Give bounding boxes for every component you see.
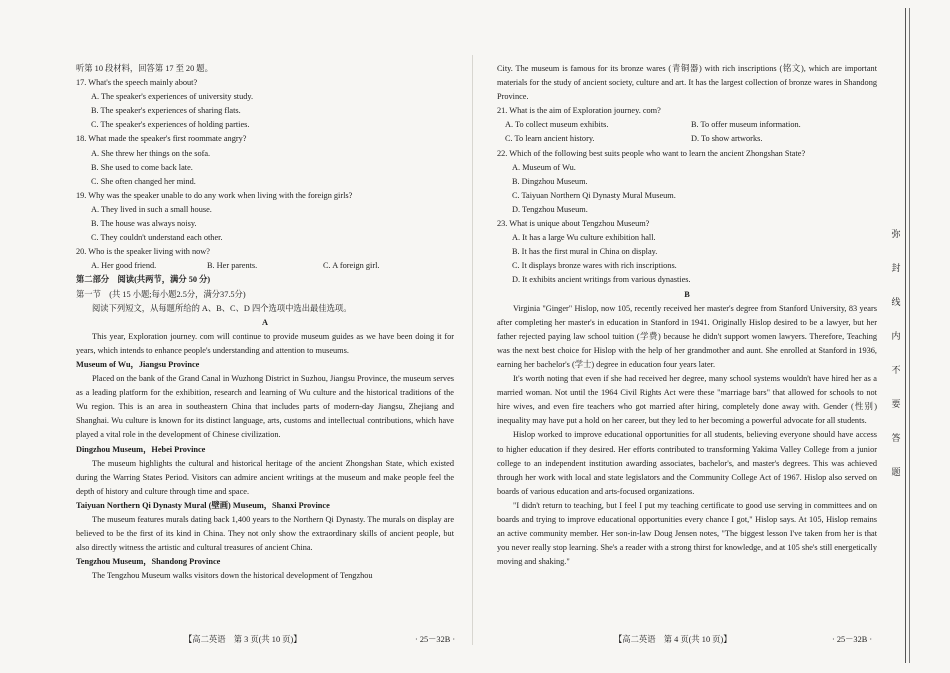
binding-line <box>905 8 906 663</box>
binding-char: 封 <box>891 264 901 274</box>
q21-options-row1 <box>497 118 877 132</box>
q22-option-c: C. Taiyuan Northern Qi Dynasty Mural Museum. <box>512 190 676 200</box>
question-22: 22. Which of the following best suits people who want to learn the ancient Zhongshan State? <box>497 148 806 158</box>
binding-char: 答 <box>891 434 901 444</box>
right-page-column <box>497 62 877 569</box>
question-20: 20. Who is the speaker living with now? <box>76 247 210 257</box>
passage-a-intro: This year, Exploration journey. com will continue to provide museum guides as we have been doing it for years, which intends to enhance people's understanding and attention to museums. <box>76 331 454 355</box>
passage-b-paragraph: Hislop worked to improve educational opportunities for all students, believing everyone should have access to higher education if they desired. Her efforts contributed to transforming Yakima Valley College from a junior college to an independent institution awarding associates, bachelor's, and master's degrees. This was achieved through her work with local and state legislators and the Community College Act of 1967. Hislop also served on boards of various education and arts-focused organizations. <box>497 430 877 496</box>
question-19: 19. Why was the speaker unable to do any work when living with the foreign girls? <box>76 190 353 200</box>
q23-option-c: C. It displays bronze wares with rich inscriptions. <box>512 261 677 271</box>
binding-char: 内 <box>891 332 901 342</box>
q22-option-d: D. Tengzhou Museum. <box>512 204 588 214</box>
q20-options <box>76 259 454 273</box>
q23-option-a: A. It has a large Wu culture exhibition hall. <box>512 233 656 243</box>
q20-option-a: A. Her good friend. <box>91 261 157 271</box>
q18-option-a: A. She threw her things on the sofa. <box>91 148 211 158</box>
page-divider <box>472 55 473 645</box>
q18-option-b: B. She used to come back late. <box>91 162 193 172</box>
q22-option-b: B. Dingzhou Museum. <box>512 176 588 186</box>
q19-option-b: B. The house was always noisy. <box>91 219 197 229</box>
q21-option-d: D. To show artworks. <box>691 134 763 144</box>
binding-char: 弥 <box>891 230 901 240</box>
museum-heading: Tengzhou Museum，Shandong Province <box>76 557 221 567</box>
q22-option-a: A. Museum of Wu. <box>512 162 576 172</box>
museum-description: The museum highlights the cultural and historical heritage of the ancient Zhongshan State, which existed during the Warring States Period. Visitors can admire ancient writings at the museum and make people feel the depth of history and culture through time and space. <box>76 458 454 496</box>
binding-line <box>909 8 910 663</box>
q21-option-a: A. To collect museum exhibits. <box>505 120 609 130</box>
left-page-code: · 25－32B · <box>415 635 456 644</box>
binding-char: 不 <box>891 366 901 376</box>
museum-description: Placed on the bank of the Grand Canal in Wuzhong District in Suzhou, Jiangsu Province, the museum serves as a leading platform for the exhibition, research and learning of Wu culture and the historical traditions of the Wu region. This is an area in southeastern China that includes parts of modern-day Jiangsu, Zhejiang and Shanghai. Wu culture is known for its distinct language, arts, customs and intellectual contributions, which have played a vital role in the development of Chinese civilization. <box>76 374 454 440</box>
question-23: 23. What is unique about Tengzhou Museum? <box>497 219 650 229</box>
passage-b-paragraph: Virginia "Ginger" Hislop, now 105, recently received her master's degree from Stanford University, 83 years after completing her master's in education in Stanford in 1941. Originally Hislop desired to be a lawyer, but her father rejected paying law school tuition (学费) because he didn't support women lawyers. Therefore, Teaching was the next best choice for Hislop with the help of her grandmother and aunt. She enrolled at Stanford in 1936, earning her bachelor's (学士) degree in education four years later. <box>497 303 877 369</box>
right-page-code: · 25－32B · <box>832 635 873 644</box>
passage-a-label: A <box>262 317 268 327</box>
right-page-footer: 【高二英语 第 4 页(共 10 页)】 <box>614 635 732 644</box>
left-page-footer: 【高二英语 第 3 页(共 10 页)】 <box>184 635 302 644</box>
q20-option-c: C. A foreign girl. <box>323 261 380 271</box>
section1-title: 第一节 (共 15 小题;每小题2.5分，满分37.5分) <box>76 289 246 299</box>
q19-option-c: C. They couldn't understand each other. <box>91 233 223 243</box>
listening-instruction: 听第 10 段材料，回答第 17 至 20 题。 <box>76 64 213 73</box>
binding-margin-notice <box>889 227 903 499</box>
q21-options-row2 <box>497 132 877 146</box>
left-page-column <box>76 62 454 583</box>
museum-heading: Museum of Wu，Jiangsu Province <box>76 359 200 369</box>
passage-a-continuation: City. The museum is famous for its bronze wares (青铜器) with rich inscriptions (铭文), which are important materials for the study of ancient society, culture and art. It has the largest collection of bronze wares in Shandong Province. <box>497 64 877 102</box>
question-18: 18. What made the speaker's first roommate angry? <box>76 134 247 144</box>
museum-heading: Dingzhou Museum，Hebei Province <box>76 444 206 454</box>
binding-char: 题 <box>891 468 901 478</box>
q18-option-c: C. She often changed her mind. <box>91 176 196 186</box>
passage-b-paragraph: It's worth noting that even if she had received her degree, many school systems wouldn't have hired her as a married woman. Not until the 1964 Civil Rights Act were these "marriage bars" that allowed for schools to not hire wives, and even fire teachers who got married after hiring, completely done away with. Gender (性别) inequality may have put a hold on her career, but they led to her becoming a powerful advocate for all students. <box>497 374 877 426</box>
binding-char: 要 <box>891 400 901 410</box>
q17-option-b: B. The speaker's experiences of sharing flats. <box>91 106 241 116</box>
q17-option-c: C. The speaker's experiences of holding parties. <box>91 120 250 130</box>
q17-option-a: A. The speaker's experiences of university study. <box>91 92 254 102</box>
passage-b-label: B <box>684 289 690 299</box>
museum-description: The museum features murals dating back 1,400 years to the Northern Qi Dynasty. The murals on display are believed to be the first of its kind in China. They not only show the extraordinary skills of ancient people, but also directly witness the artistic and cultural treasures of ancient China. <box>76 515 454 553</box>
question-21: 21. What is the aim of Exploration journey. com? <box>497 106 661 116</box>
question-17: 17. What's the speech mainly about? <box>76 78 198 88</box>
q21-option-c: C. To learn ancient history. <box>505 134 595 144</box>
q21-option-b: B. To offer museum information. <box>691 120 801 130</box>
q20-option-b: B. Her parents. <box>207 261 258 271</box>
binding-char: 线 <box>891 298 901 308</box>
q23-option-b: B. It has the first mural in China on display. <box>512 247 658 257</box>
museum-heading: Taiyuan Northern Qi Dynasty Mural (壁画) Museum，Shanxi Province <box>76 500 330 510</box>
q19-option-a: A. They lived in such a small house. <box>91 204 212 214</box>
part2-title: 第二部分 阅读(共两节，满分 50 分) <box>76 275 211 285</box>
q23-option-d: D. It exhibits ancient writings from various dynasties. <box>512 275 691 285</box>
museum-description: The Tengzhou Museum walks visitors down the historical development of Tengzhou <box>92 571 373 581</box>
passage-b-paragraph: "I didn't return to teaching, but I feel I put my teaching certificate to good use serving in committees and on boards and trying to improve educational opportunities every chance I got," Hislop says. At 105, Hislop remains an active community member. Her son-in-law Doug Jensen notes, "The biggest lesson I've taken from her is that you never really stop learning. She's a reader with a strong thirst for knowledge, and at 105 she's still energetically moving and shaking." <box>497 500 877 567</box>
reading-instruction: 阅读下列短文，从每题所给的 A、B、C、D 四个选项中选出最佳选项。 <box>92 303 352 313</box>
